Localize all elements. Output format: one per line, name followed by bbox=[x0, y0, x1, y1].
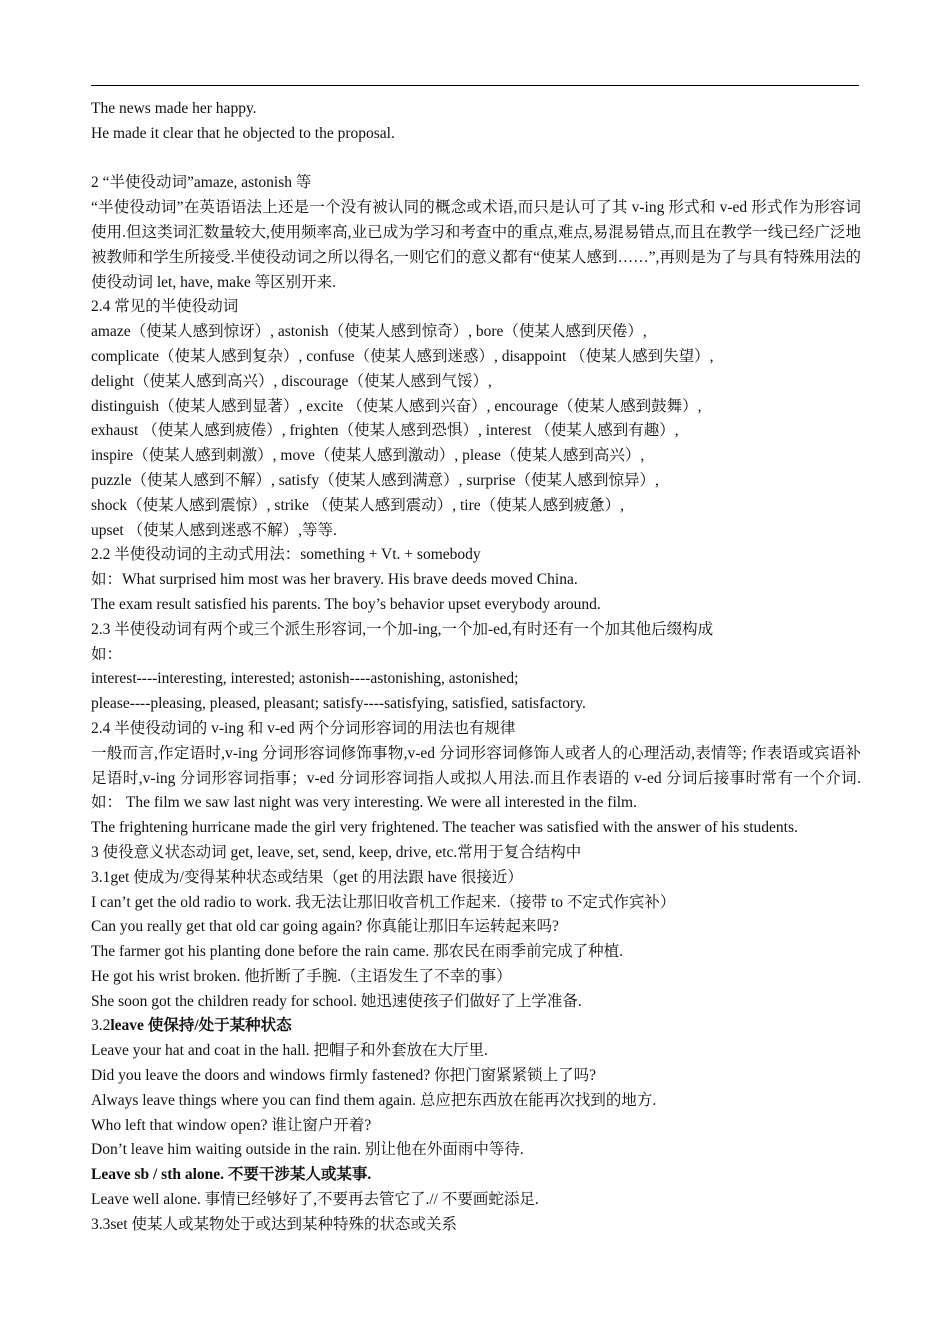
line-text: Who left that window open? 谁让窗户开着? bbox=[91, 1116, 372, 1134]
text-line bbox=[91, 320, 861, 345]
text-line bbox=[91, 444, 861, 469]
line-text: Leave your hat and coat in the hall. 把帽子和外套放在大厅里. bbox=[91, 1042, 488, 1060]
line-text: 3.2 bbox=[91, 1017, 111, 1035]
line-text: 2.4 半使役动词的 v-ing 和 v-ed 两个分词形容词的用法也有规律 bbox=[91, 719, 516, 737]
document-body bbox=[91, 97, 861, 1238]
text-line bbox=[91, 1138, 861, 1163]
line-text: 如： bbox=[91, 645, 123, 663]
line-text: inspire（使某人感到刺激）, move（使某人感到激动）, please（使某人感到高兴）, bbox=[91, 447, 645, 465]
text-line bbox=[91, 196, 861, 295]
line-text: amaze（使某人感到惊讶）, astonish（使某人感到惊奇）, bore（使某人感到厌倦）, bbox=[91, 323, 647, 341]
text-line bbox=[91, 990, 861, 1015]
text-line bbox=[91, 494, 861, 519]
line-text: 2.4 常见的半使役动词 bbox=[91, 298, 239, 316]
line-text: interest----interesting, interested; astonish----astonishing, astonished; bbox=[91, 670, 519, 688]
text-line bbox=[91, 1188, 861, 1213]
text-line bbox=[91, 543, 861, 568]
text-line bbox=[91, 295, 861, 320]
text-line bbox=[91, 915, 861, 940]
text-line bbox=[91, 1064, 861, 1089]
text-line bbox=[91, 593, 861, 618]
text-line bbox=[91, 717, 861, 742]
text-line bbox=[91, 1114, 861, 1139]
line-text: He made it clear that he objected to the proposal. bbox=[91, 124, 395, 142]
text-line bbox=[91, 1163, 861, 1188]
line-text: complicate（使某人感到复杂）, confuse（使某人感到迷惑）, disappoint （使某人感到失望）, bbox=[91, 347, 714, 365]
text-line bbox=[91, 568, 861, 593]
line-text: distinguish（使某人感到显著）, excite （使某人感到兴奋）, encourage（使某人感到鼓舞）, bbox=[91, 397, 702, 415]
text-line bbox=[91, 519, 861, 544]
text-line bbox=[91, 965, 861, 990]
text-line bbox=[91, 618, 861, 643]
line-text: upset （使某人感到迷惑不解）,等等. bbox=[91, 521, 337, 539]
line-bold-text: Leave sb / sth alone. 不要干涉某人或某事. bbox=[91, 1166, 372, 1184]
line-text: I can’t get the old radio to work. 我无法让那旧收音机工作起来.（接带 to 不定式作宾补） bbox=[91, 893, 676, 911]
text-line bbox=[91, 866, 861, 891]
text-line bbox=[91, 469, 861, 494]
text-line bbox=[91, 345, 861, 370]
text-line bbox=[91, 667, 861, 692]
line-text: Can you really get that old car going again? 你真能让那旧车运转起来吗? bbox=[91, 918, 559, 936]
line-text: 3.3set 使某人或某物处于或达到某种特殊的状态或关系 bbox=[91, 1215, 457, 1233]
line-text: please----pleasing, pleased, pleasant; satisfy----satisfying, satisfied, satisfactory. bbox=[91, 695, 586, 713]
text-line bbox=[91, 742, 861, 816]
line-text: The frightening hurricane made the girl very frightened. The teacher was satisfied with the answer of his students. bbox=[91, 819, 798, 837]
header-rule bbox=[91, 85, 859, 86]
line-text: 3.1get 使成为/变得某种状态或结果（get 的用法跟 have 很接近） bbox=[91, 868, 523, 886]
text-line bbox=[91, 841, 861, 866]
text-line bbox=[91, 1089, 861, 1114]
line-text: The exam result satisfied his parents. The boy’s behavior upset everybody around. bbox=[91, 595, 601, 613]
text-line bbox=[91, 643, 861, 668]
text-line bbox=[91, 395, 861, 420]
line-text: Always leave things where you can find them again. 总应把东西放在能再次找到的地方. bbox=[91, 1091, 657, 1109]
text-line bbox=[91, 1014, 861, 1039]
line-text: delight（使某人感到高兴）, discourage（使某人感到气馁）, bbox=[91, 372, 492, 390]
line-text: shock（使某人感到震惊）, strike （使某人感到震动）, tire（使某人感到疲惫）, bbox=[91, 496, 625, 514]
text-line bbox=[91, 171, 861, 196]
line-text: 如：What surprised him most was her bravery. His brave deeds moved China. bbox=[91, 571, 578, 589]
line-text: 3 使役意义状态动词 get, leave, set, send, keep, drive, etc.常用于复合结构中 bbox=[91, 843, 582, 861]
line-text: She soon got the children ready for school. 她迅速使孩子们做好了上学准备. bbox=[91, 992, 582, 1010]
line-text: The farmer got his planting done before the rain came. 那农民在雨季前完成了种植. bbox=[91, 943, 624, 961]
line-text: Leave well alone. 事情已经够好了,不要再去管它了.// 不要画蛇添足. bbox=[91, 1191, 539, 1209]
text-line bbox=[91, 1039, 861, 1064]
text-line bbox=[91, 940, 861, 965]
line-text: 一般而言,作定语时,v-ing 分词形容词修饰事物,v-ed 分词形容词修饰人或者人的心理活动,表情等; 作表语或宾语补足语时,v-ing 分词形容词指事；v-ed 分词形容词指人或拟人用法.而且作表语的 v-ed 分词后接事时常有一个介词.如： The film we saw last night was very interesting. We were all interested in the film. bbox=[91, 744, 861, 812]
text-line bbox=[91, 147, 861, 172]
line-bold-text: leave 使保持/处于某种状态 bbox=[110, 1017, 292, 1035]
line-text: Don’t leave him waiting outside in the rain. 别让他在外面雨中等待. bbox=[91, 1141, 524, 1159]
line-text: 2.2 半使役动词的主动式用法：something + Vt. + somebody bbox=[91, 546, 481, 564]
text-line bbox=[91, 419, 861, 444]
text-line bbox=[91, 122, 861, 147]
line-text: He got his wrist broken. 他折断了手腕.（主语发生了不幸的事） bbox=[91, 967, 512, 985]
text-line bbox=[91, 1213, 861, 1238]
text-line bbox=[91, 692, 861, 717]
line-text: 2 “半使役动词”amaze, astonish 等 bbox=[91, 174, 312, 192]
text-line bbox=[91, 370, 861, 395]
line-text: Did you leave the doors and windows firmly fastened? 你把门窗紧紧锁上了吗? bbox=[91, 1067, 596, 1085]
line-text: exhaust （使某人感到疲倦）, frighten（使某人感到恐惧）, interest （使某人感到有趣）, bbox=[91, 422, 679, 440]
line-text: The news made her happy. bbox=[91, 100, 257, 117]
text-line bbox=[91, 97, 861, 122]
line-text: 2.3 半使役动词有两个或三个派生形容词,一个加-ing,一个加-ed,有时还有一个加其他后缀构成 bbox=[91, 620, 714, 638]
line-text: “半使役动词”在英语语法上还是一个没有被认同的概念或术语,而只是认可了其 v-ing 形式和 v-ed 形式作为形容词使用.但这类词汇数量较大,使用频率高,业已成为学习和考查中的重点,难点,易混易错点,而且在教学一线已经广泛地被教师和学生所接受.半使役动词之所以得名,一则它们的意义都有“使某人感到……”,再则是为了与具有特殊用法的使役动词 let, have, make 等区别开来. bbox=[91, 199, 861, 291]
text-line bbox=[91, 816, 861, 841]
text-line bbox=[91, 891, 861, 916]
line-text: puzzle（使某人感到不解）, satisfy（使某人感到满意）, surprise（使某人感到惊异）, bbox=[91, 471, 659, 489]
